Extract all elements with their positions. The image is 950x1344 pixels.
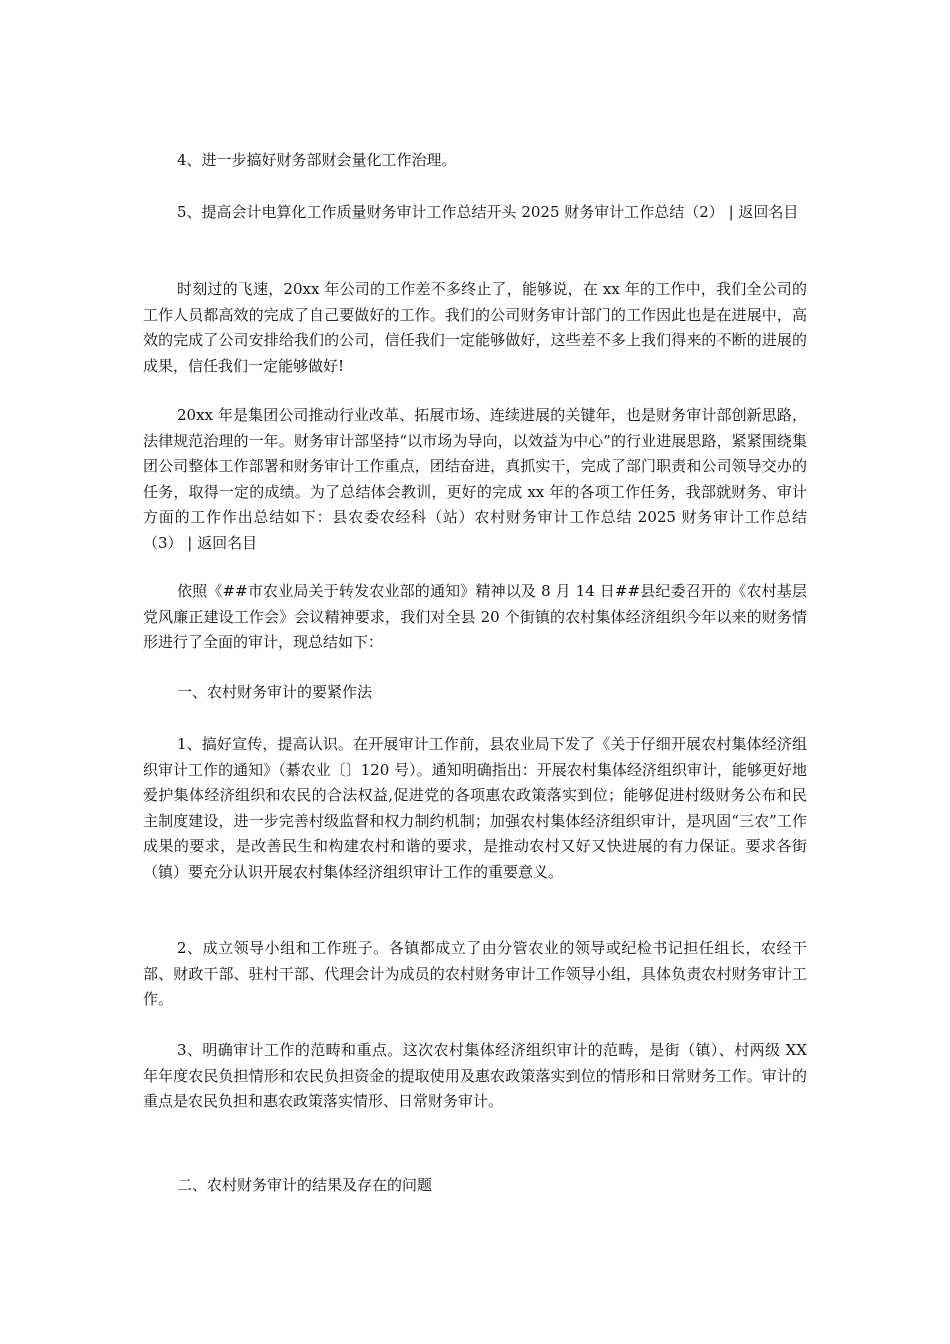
paragraph-publicity-awareness: 1、搞好宣传，提高认识。在开展审计工作前，县农业局下发了《关于仔细开展农村集体经济组织审计工作的通知》（綦农业〔〕120 号）。通知明确指出：开展农村集体经济组织审计，能够更好地爱护集体经济组织和农民的合法权益,促进党的各项惠农政策落实到位；能够促进村级财务公布和民主制度建设，进一步完善村级监督和权力制约机制；加强农村集体经济组织审计，是巩固“三农”工作成果的要求，是改善民生和构建农村和谐的要求，是推动农村又好又快进展的有力保证。要求各街（镇）要充分认识开展农村集体经济组织审计工作的重要意义。 [143,735,807,881]
paragraph-audit-basis: 依照《##市农业局关于转发农业部的通知》精神以及 8 月 14 日##县纪委召开的《农村基层党风廉正建设工作会》会议精神要求，我们对全县 20 个街镇的农村集体经济组织今年以来的财务情形进行了全面的审计，现总结如下： [143,582,807,651]
paragraph-leadership-group: 2、成立领导小组和工作班子。各镇都成立了由分管农业的领导或纪检书记担任组长，农经干部、财政干部、驻村干部、代理会计为成员的农村财务审计工作领导小组，具体负责农村财务审计工作。 [143,939,807,1008]
paragraph-item-5-section-link: 5、提高会计电算化工作质量财务审计工作总结开头 2025 财务审计工作总结（2） | 返回名目 [177,203,799,221]
section-heading-results-problems: 二、农村财务审计的结果及存在的问题 [177,1176,433,1194]
paragraph-item-4: 4、进一步搞好财务部财会量化工作治理。 [177,151,457,169]
paragraph-audit-scope: 3、明确审计工作的范畴和重点。这次农村集体经济组织审计的范畴，是街（镇）、村两级 XX 年年度农民负担情形和农民负担资金的提取使用及惠农政策落实到位的情形和日常财务工作。审计的重点是农民负担和惠农政策落实情形、日常财务审计。 [143,1041,807,1110]
section-heading-main-practices: 一、农村财务审计的要紧作法 [177,683,373,701]
paragraph-intro-year-summary: 时刻过的飞速，20xx 年公司的工作差不多终止了，能够说，在 xx 年的工作中，我们全公司的工作人员都高效的完成了自己要做好的工作。我们的公司财务审计部门的工作因此也是在进展中，高效的完成了公司安排给我们的公司，信任我们一定能够做好，这些差不多上我们得来的不断的进展的成果，信任我们一定能够做好! [143,280,807,375]
paragraph-audit-department-summary: 20xx 年是集团公司推动行业改革、拓展市场、连续进展的关键年，也是财务审计部创新思路，法律规范治理的一年。财务审计部坚持“以市场为导向，以效益为中心”的行业进展思路，紧紧围绕集团公司整体工作部署和财务审计工作重点，团结奋进，真抓实干，完成了部门职责和公司领导交办的任务，取得一定的成绩。为了总结体会教训，更好的完成 xx 年的各项工作任务，我部就财务、审计方面的工作作出总结如下：县农委农经科（站）农村财务审计工作总结 2025 财务审计工作总结（3） | 返回名目 [143,406,807,552]
